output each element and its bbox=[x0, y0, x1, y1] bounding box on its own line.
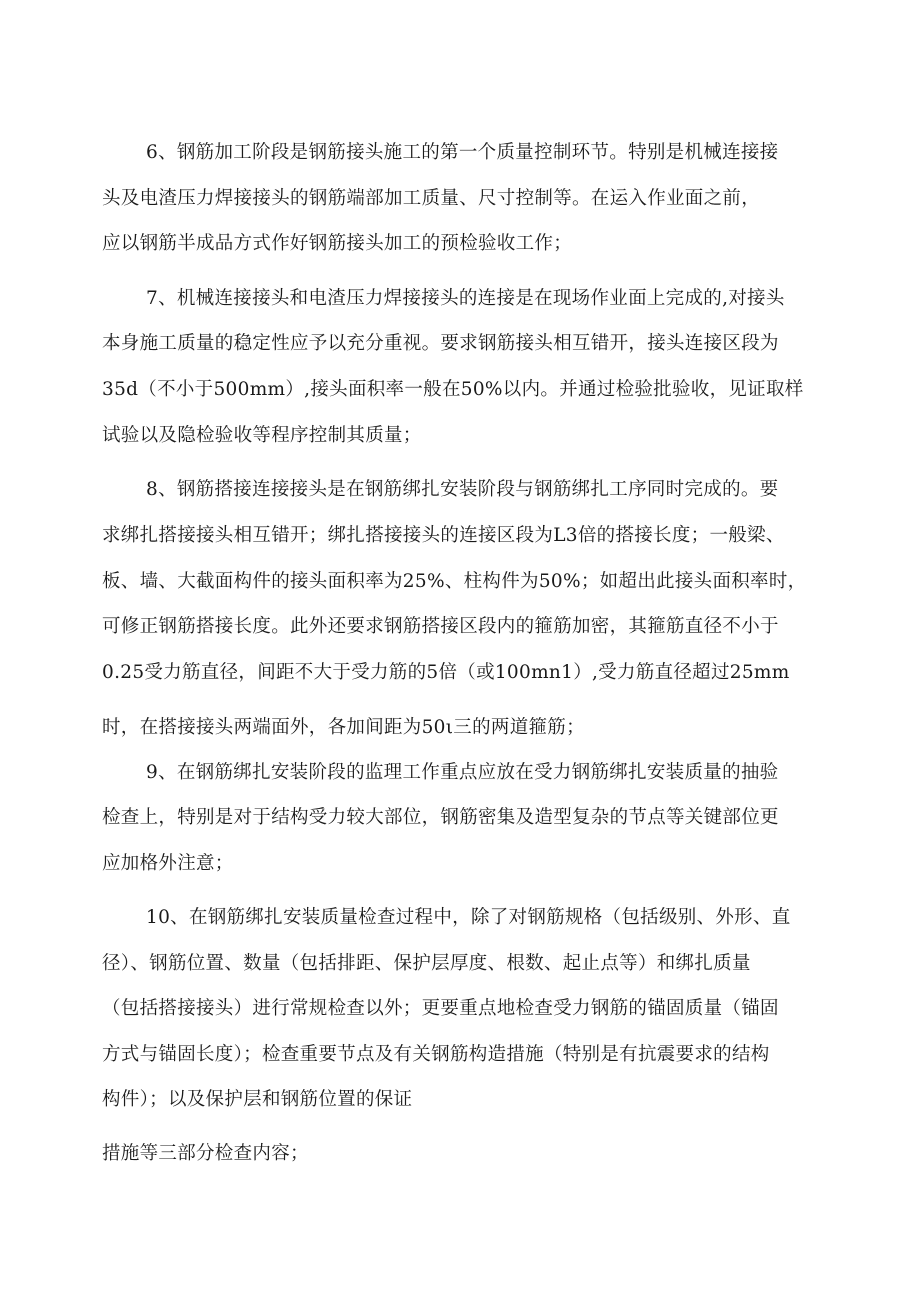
paragraph-8-line-3: 板、墙、大截面构件的接头面积率为25%、柱构件为50%；如超出此接头面积率时， bbox=[102, 571, 807, 592]
paragraph-7-line-2: 本身施工质量的稳定性应予以充分重视。要求钢筋接头相互错开，接头连接区段为 bbox=[102, 333, 779, 354]
paragraph-7-line-4: 试验以及隐检验收等程序控制其质量； bbox=[102, 425, 422, 446]
paragraph-6-line-3: 应以钢筋半成品方式作好钢筋接头加工的预检验收工作； bbox=[102, 233, 573, 254]
paragraph-8-line-5: 0.25受力筋直径，间距不大于受力筋的5倍（或100mn1）,受力筋直径超过25mm bbox=[102, 662, 790, 683]
paragraph-10-line-6: 措施等三部分检查内容； bbox=[102, 1143, 309, 1164]
paragraph-8-line-1: 8、钢筋搭接连接接头是在钢筋绑扎安装阶段与钢筋绑扎工序同时完成的。要 bbox=[146, 479, 779, 500]
paragraph-8-line-2: 求绑扎搭接接头相互错开；绑扎搭接接头的连接区段为L3倍的搭接长度；一般梁、 bbox=[102, 525, 785, 546]
paragraph-7-line-3: 35d（不小于500mm）,接头面积率一般在50%以内。并通过检验批验收，见证取样 bbox=[102, 379, 804, 400]
paragraph-9-line-2: 检查上，特别是对于结构受力较大部位，钢筋密集及造型复杂的节点等关键部位更 bbox=[102, 807, 779, 828]
paragraph-10-line-2: 径）、钢筋位置、数量（包括排距、保护层厚度、根数、起止点等）和绑扎质量 bbox=[102, 953, 751, 974]
paragraph-6-line-2: 头及电渣压力焊接接头的钢筋端部加工质量、尺寸控制等。在运入作业面之前， bbox=[102, 188, 761, 209]
paragraph-7-line-1: 7、机械连接接头和电渣压力焊接接头的连接是在现场作业面上完成的,对接头 bbox=[146, 288, 785, 309]
paragraph-8-line-6: 时，在搭接接头两端面外，各加间距为50ι三的两道箍筋； bbox=[102, 717, 585, 738]
paragraph-10-line-1: 10、在钢筋绑扎安装质量检查过程中，除了对钢筋规格（包括级别、外形、直 bbox=[146, 907, 791, 928]
paragraph-10-line-5: 构件）；以及保护层和钢筋位置的保证 bbox=[102, 1089, 413, 1110]
paragraph-10-line-3: （包括搭接接头）进行常规检查以外；更要重点地检查受力钢筋的锚固质量（锚固 bbox=[102, 998, 779, 1019]
paragraph-10-line-4: 方式与锚固长度）；检查重要节点及有关钢筋构造措施（特别是有抗震要求的结构 bbox=[102, 1044, 770, 1065]
paragraph-9-line-3: 应加格外注意； bbox=[102, 853, 234, 874]
paragraph-9-line-1: 9、在钢筋绑扎安装阶段的监理工作重点应放在受力钢筋绑扎安装质量的抽验 bbox=[146, 762, 779, 783]
paragraph-6-line-1: 6、钢筋加工阶段是钢筋接头施工的第一个质量控制环节。特别是机械连接接 bbox=[146, 142, 779, 163]
paragraph-8-line-4: 可修正钢筋搭接长度。此外还要求钢筋搭接区段内的箍筋加密，其箍筋直径不小于 bbox=[102, 616, 779, 637]
